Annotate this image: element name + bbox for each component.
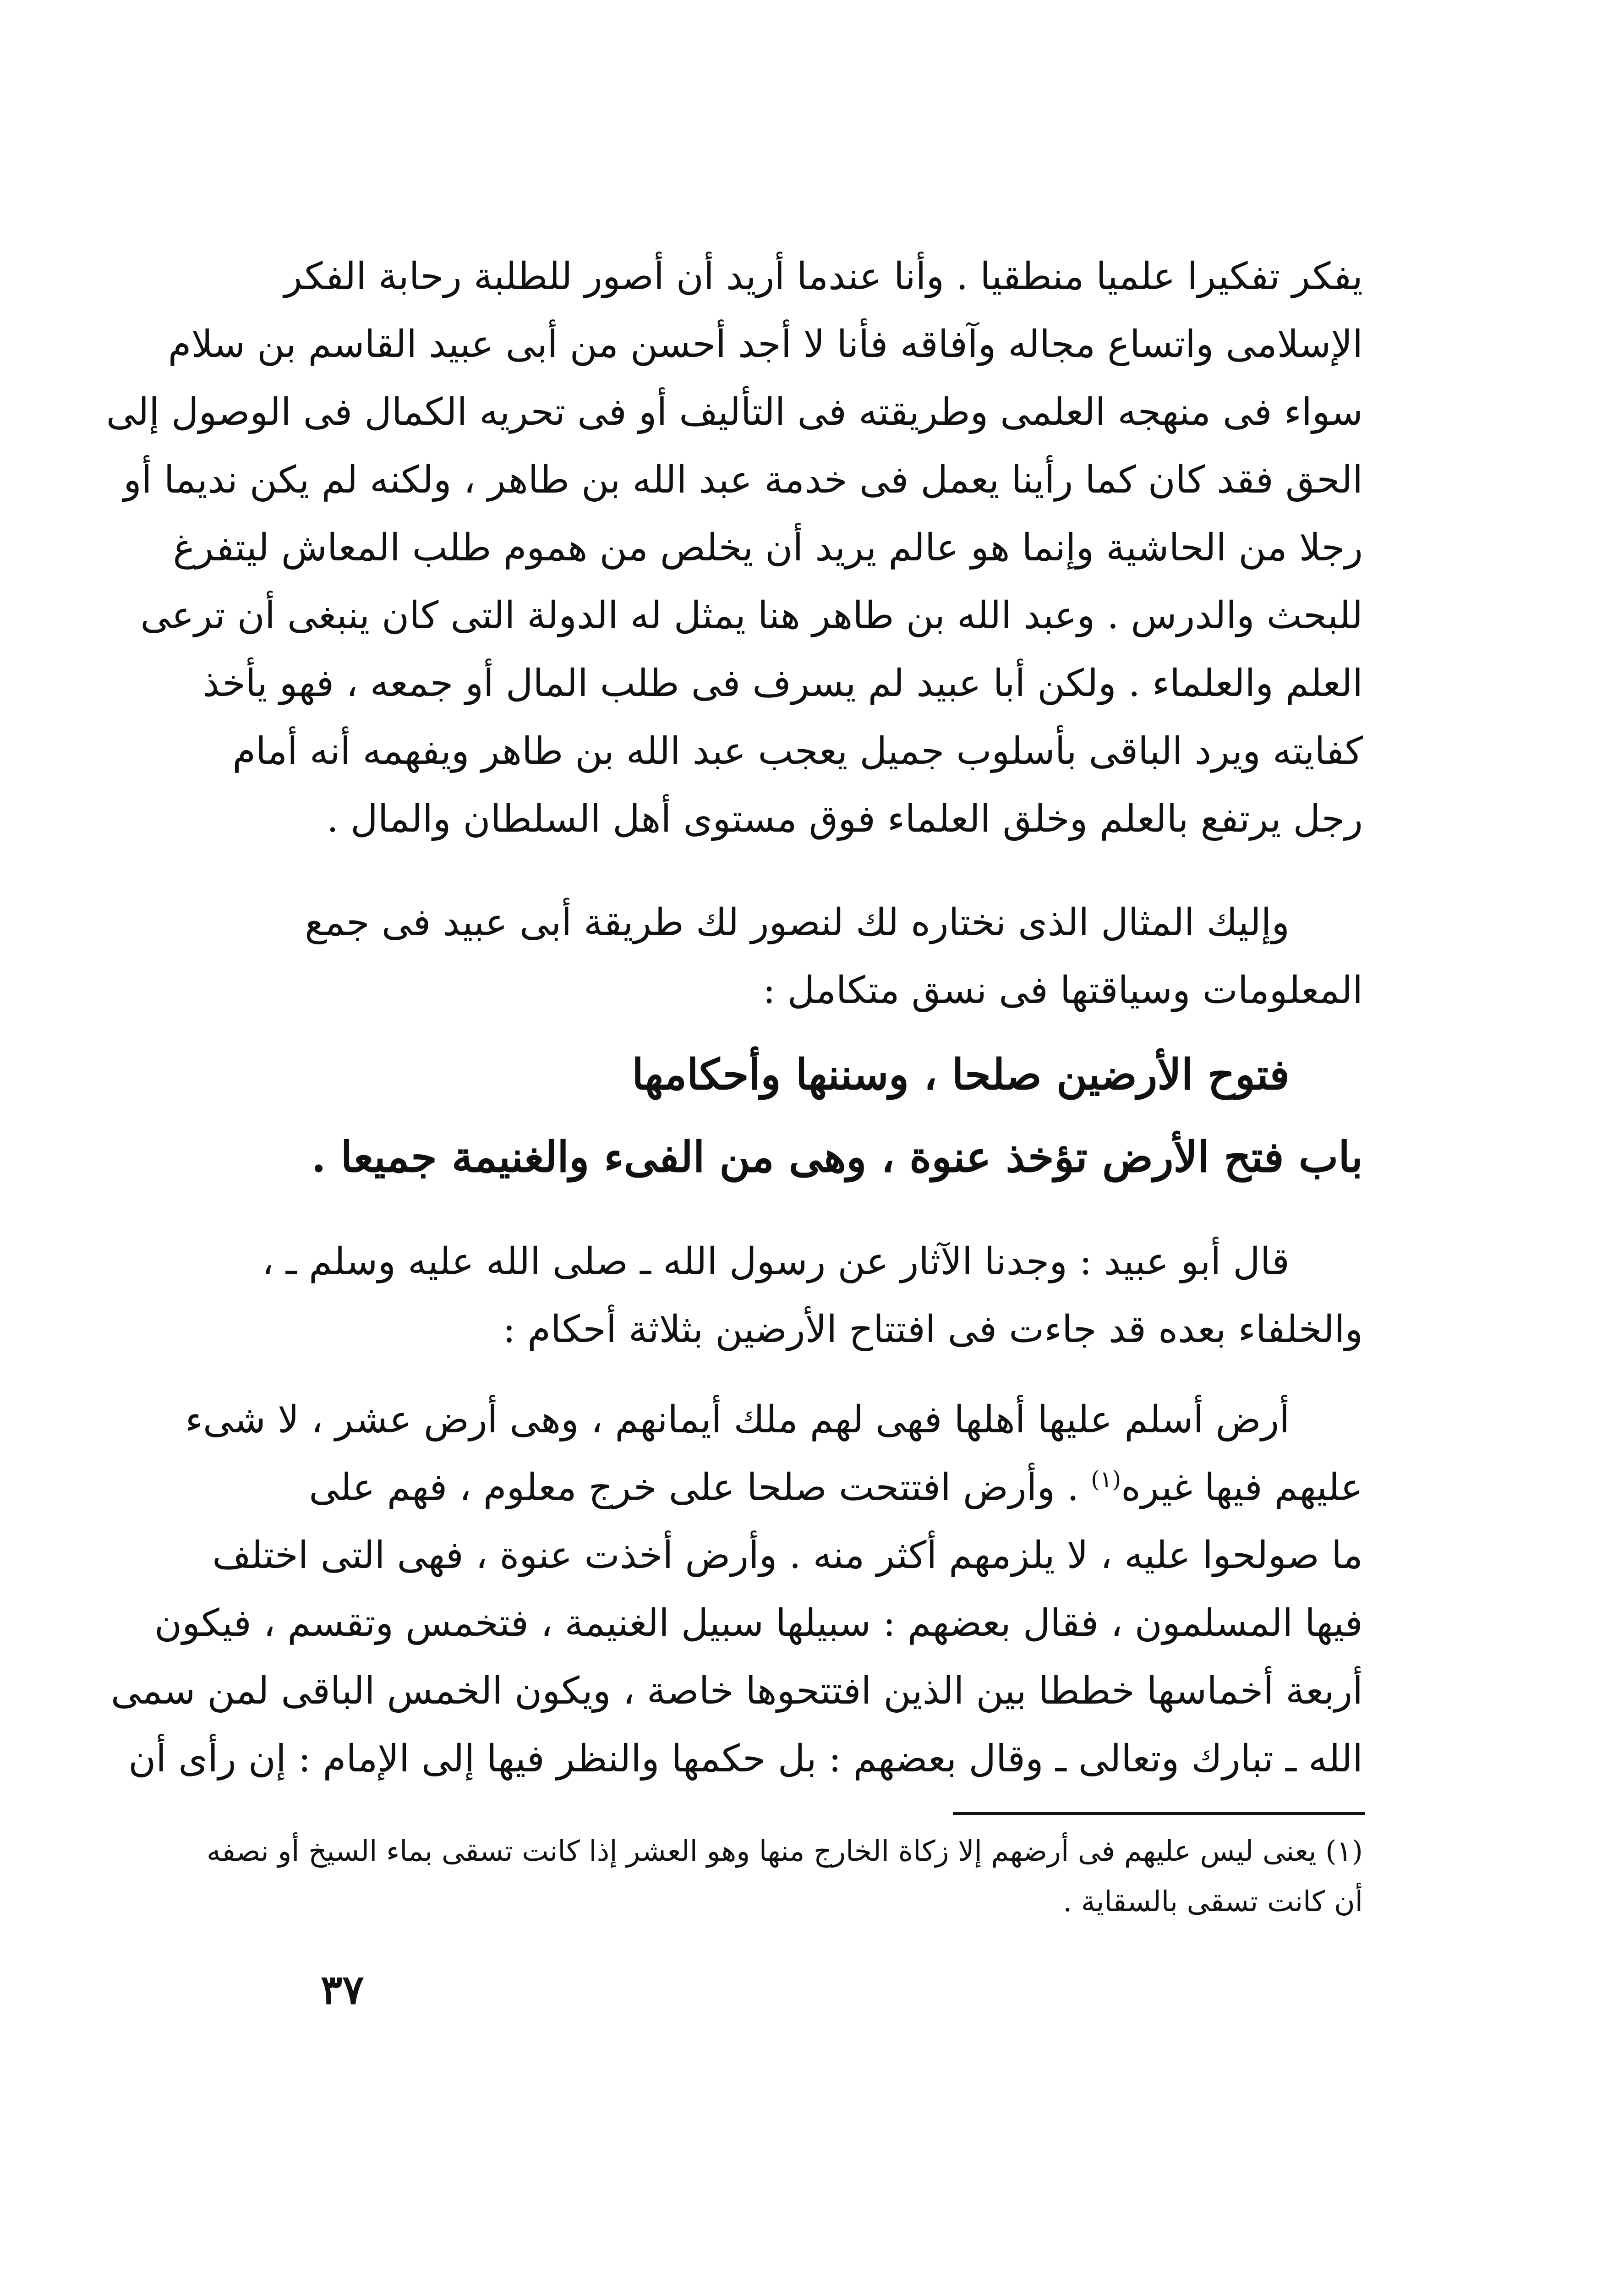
text-line: الله ـ تبارك وتعالى ـ وقال بعضهم : بل حكمها والنظر فيها إلى الإمام : إن رأى أن [128,1737,1363,1781]
footnote-line: (١) يعنى ليس عليهم فى أرضهم إلا زكاة الخارج منها وهو العشر إذا كانت تسقى بماء السيخ أو نصفه [207,1834,1363,1868]
text-fragment: . وأرض افتتحت صلحا على خرج معلوم ، فهم على [309,1466,1079,1509]
paragraph-1 [106,243,1363,853]
footnote-divider [953,1812,1365,1815]
heading-text: فتوح الأرضين صلحا ، وسننها وأحكامها [632,1050,1290,1099]
footnote [207,1826,1363,1927]
text-line: الإسلامى واتساع مجاله وآفاقه فأنا لا أجد أحسن من أبى عبيد القاسم بن سلام [168,323,1363,366]
text-line: العلم والعلماء . ولكن أبا عبيد لم يسرف فى طلب المال أو جمعه ، فهو يأخذ [202,662,1363,705]
footnote-line: أن كانت تسقى بالسقاية . [1063,1885,1363,1918]
text-line: فيها المسلمون ، فقال بعضهم : سبيلها سبيل الغنيمة ، فتخمس وتقسم ، فيكون [154,1601,1363,1645]
text-line: وإليك المثال الذى نختاره لك لنصور لك طريقة أبى عبيد فى جمع [305,901,1290,944]
text-line: ما صولحوا عليه ، لا يلزمهم أكثر منه . وأرض أخذت عنوة ، فهى التى اختلف [212,1534,1363,1577]
heading-text: باب فتح الأرض تؤخذ عنوة ، وهى من الفىء والغنيمة جميعا . [311,1132,1363,1182]
text-line: أربعة أخماسها خططا بين الذين افتتحوها خاصة ، ويكون الخمس الباقى لمن سمى [110,1669,1363,1713]
page-number: ٣٧ [321,1966,364,2013]
text-line: أرض أسلم عليها أهلها فهى لهم ملك أيمانهم ، وهى أرض عشر ، لا شىء [185,1398,1290,1441]
paragraph-4 [110,1386,1363,1793]
text-line [309,1454,1363,1522]
text-line: للبحث والدرس . وعبد الله بن طاهر هنا يمثل له الدولة التى كان ينبغى أن ترعى [140,594,1363,637]
text-line: رجل يرتفع بالعلم وخلق العلماء فوق مستوى أهل السلطان والمال . [327,797,1363,841]
paragraph-2 [305,889,1363,1025]
text-line: قال أبو عبيد : وجدنا الآثار عن رسول الله ـ صلى الله عليه وسلم ـ ، [262,1240,1290,1283]
text-line: الحق فقد كان كما رأينا يعمل فى خدمة عبد الله بن طاهر ، ولكنه لم يكن نديما أو [123,458,1363,502]
text-line: سواء فى منهجه العلمى وطريقته فى التأليف أو فى تحريه الكمال فى الوصول إلى [106,390,1363,434]
text-line: والخلفاء بعده قد جاءت فى افتتاح الأرضين بثلاثة أحكام : [503,1308,1363,1351]
footnote-reference[interactable]: (١) [1091,1466,1121,1493]
text-line: المعلومات وسياقتها فى نسق متكامل : [763,969,1363,1012]
text-fragment: عليهم فيها غيره [1121,1466,1363,1509]
section-heading [316,1040,1363,1109]
text-line: رجلا من الحاشية وإنما هو عالم يريد أن يخلص من هموم طلب المعاش ليتفرغ [173,526,1363,570]
chapter-heading [311,1123,1363,1191]
text-line: كفايته ويرد الباقى بأسلوب جميل يعجب عبد الله بن طاهر ويفهمه أنه أمام [232,729,1363,773]
text-line: يفكر تفكيرا علميا منطقيا . وأنا عندما أريد أن أصور للطلبة رحابة الفكر [284,255,1363,298]
paragraph-3 [262,1228,1363,1364]
